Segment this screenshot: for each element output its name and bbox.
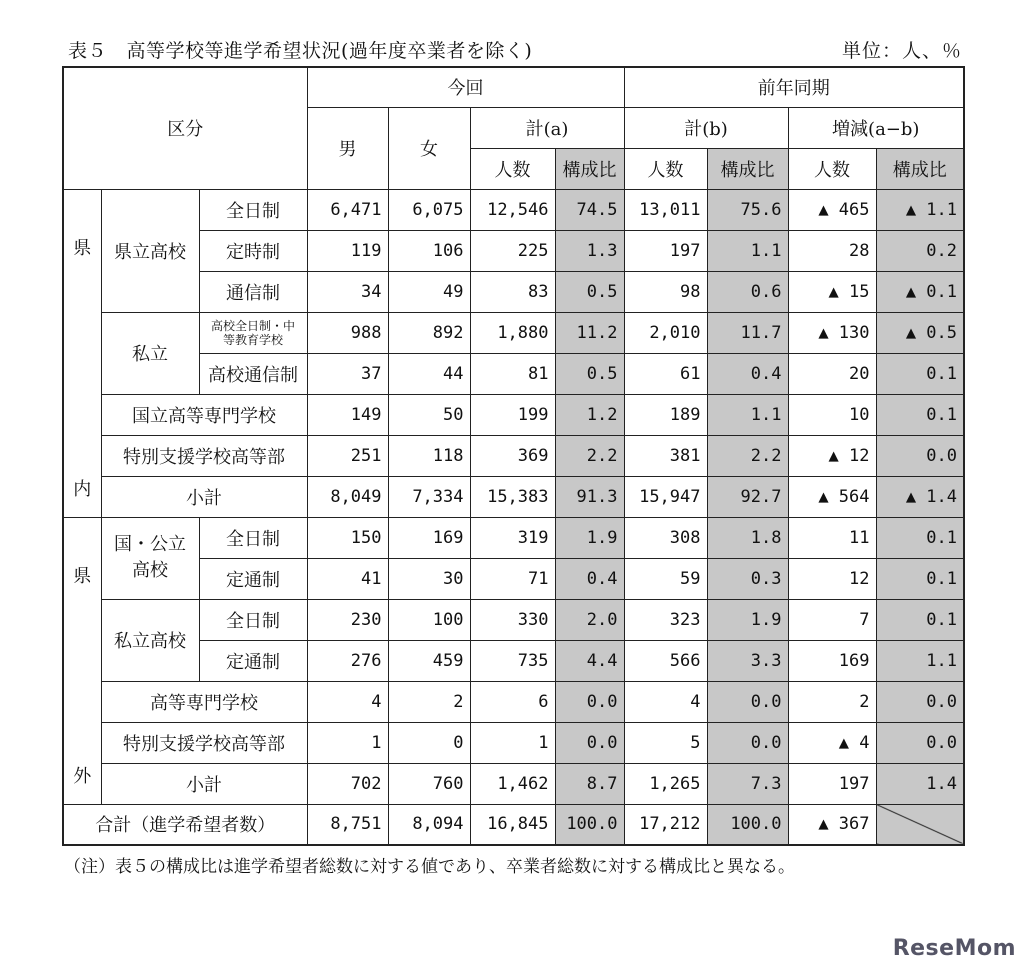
total-b-kouseihi-cell: 11.7 (707, 312, 788, 353)
total-b-kouseihi-cell: 1.9 (707, 599, 788, 640)
change-kouseihi-cell: 1.4 (876, 763, 964, 804)
table-row (63, 804, 964, 845)
total-b-ninzu-cell: 308 (624, 517, 707, 558)
total-b-ninzu-cell: 15,947 (624, 476, 707, 517)
total-a-kouseihi-cell: 1.3 (555, 230, 624, 271)
total-b-kouseihi-cell: 1.1 (707, 230, 788, 271)
change-kouseihi-cell: 1.1 (876, 640, 964, 681)
total-b-kouseihi-cell: 0.0 (707, 722, 788, 763)
total-b-kouseihi-cell: 7.3 (707, 763, 788, 804)
table-row (63, 394, 964, 435)
group-shiritsu: 私立 (101, 312, 199, 394)
total-b-ninzu-cell: 323 (624, 599, 707, 640)
total-b-ninzu-cell: 197 (624, 230, 707, 271)
total-b-kouseihi-cell: 92.7 (707, 476, 788, 517)
group-kokukouritsu: 国・公立高校 (101, 517, 199, 599)
row-label: 全日制 (199, 189, 307, 230)
total-a-ninzu-cell: 225 (470, 230, 555, 271)
table-row (63, 517, 964, 558)
total-a-kouseihi-cell: 4.4 (555, 640, 624, 681)
table-row (63, 599, 964, 640)
female-cell: 100 (388, 599, 470, 640)
total-b-ninzu-cell: 17,212 (624, 804, 707, 845)
change-kouseihi-cell: ▲ 0.5 (876, 312, 964, 353)
total-a-ninzu-cell: 16,845 (470, 804, 555, 845)
header-kubun: 区分 (63, 67, 307, 189)
row-label: 高校全日制・中等教育学校 (199, 312, 307, 353)
row-label: 定時制 (199, 230, 307, 271)
change-ninzu-cell: 12 (788, 558, 876, 599)
male-cell: 41 (307, 558, 388, 599)
row-label: 合計（進学希望者数） (63, 804, 307, 845)
header-ninzu-a: 人数 (470, 148, 555, 189)
female-cell: 892 (388, 312, 470, 353)
table-row (63, 763, 964, 804)
change-ninzu-cell: 28 (788, 230, 876, 271)
total-b-ninzu-cell: 566 (624, 640, 707, 681)
female-cell: 50 (388, 394, 470, 435)
row-label: 特別支援学校高等部 (101, 722, 307, 763)
header-ninzu-d: 人数 (788, 148, 876, 189)
total-a-ninzu-cell: 83 (470, 271, 555, 312)
change-ninzu-cell: ▲ 564 (788, 476, 876, 517)
female-cell: 169 (388, 517, 470, 558)
female-cell: 2 (388, 681, 470, 722)
change-ninzu-cell: ▲ 130 (788, 312, 876, 353)
change-kouseihi-cell: 0.1 (876, 517, 964, 558)
row-label: 定通制 (199, 640, 307, 681)
footnote: （注）表５の構成比は進学希望者総数に対する値であり、卒業者総数に対する構成比と異なる。 (64, 857, 795, 877)
total-a-kouseihi-cell: 2.2 (555, 435, 624, 476)
change-kouseihi-cell: ▲ 1.1 (876, 189, 964, 230)
total-a-ninzu-cell: 369 (470, 435, 555, 476)
female-cell: 6,075 (388, 189, 470, 230)
male-cell: 4 (307, 681, 388, 722)
change-ninzu-cell: 11 (788, 517, 876, 558)
group-kenritsu: 県立高校 (101, 189, 199, 312)
total-a-kouseihi-cell: 0.4 (555, 558, 624, 599)
row-label: 国立高等専門学校 (101, 394, 307, 435)
enrollment-table (62, 66, 965, 846)
male-cell: 1 (307, 722, 388, 763)
change-ninzu-cell: 7 (788, 599, 876, 640)
total-a-ninzu-cell: 12,546 (470, 189, 555, 230)
total-a-kouseihi-cell: 0.5 (555, 353, 624, 394)
change-ninzu-cell: ▲ 367 (788, 804, 876, 845)
kennai-label-top: 県 (63, 189, 101, 353)
total-a-ninzu-cell: 6 (470, 681, 555, 722)
female-cell: 30 (388, 558, 470, 599)
total-b-kouseihi-cell: 1.8 (707, 517, 788, 558)
change-ninzu-cell: ▲ 465 (788, 189, 876, 230)
table-row (63, 640, 964, 681)
female-cell: 49 (388, 271, 470, 312)
total-a-kouseihi-cell: 11.2 (555, 312, 624, 353)
total-b-ninzu-cell: 2,010 (624, 312, 707, 353)
change-kouseihi-cell: 0.0 (876, 722, 964, 763)
change-kouseihi-cell: 0.1 (876, 394, 964, 435)
header-kouseihi-d: 構成比 (876, 148, 964, 189)
change-ninzu-cell: ▲ 15 (788, 271, 876, 312)
female-cell: 7,334 (388, 476, 470, 517)
table-row (63, 435, 964, 476)
total-a-ninzu-cell: 81 (470, 353, 555, 394)
male-cell: 149 (307, 394, 388, 435)
kengai-label-bottom: 外 (63, 681, 101, 804)
row-label: 定通制 (199, 558, 307, 599)
total-a-ninzu-cell: 735 (470, 640, 555, 681)
male-cell: 119 (307, 230, 388, 271)
total-a-kouseihi-cell: 1.9 (555, 517, 624, 558)
total-b-kouseihi-cell: 3.3 (707, 640, 788, 681)
total-a-kouseihi-cell: 0.0 (555, 681, 624, 722)
total-b-kouseihi-cell: 2.2 (707, 435, 788, 476)
total-a-kouseihi-cell: 1.2 (555, 394, 624, 435)
table-row (63, 558, 964, 599)
female-cell: 106 (388, 230, 470, 271)
total-b-ninzu-cell: 61 (624, 353, 707, 394)
total-a-ninzu-cell: 199 (470, 394, 555, 435)
total-a-ninzu-cell: 1 (470, 722, 555, 763)
header-change: 増減(a−b) (788, 107, 964, 148)
header-ninzu-b: 人数 (624, 148, 707, 189)
header-zennen: 前年同期 (624, 67, 964, 107)
male-cell: 8,751 (307, 804, 388, 845)
total-b-kouseihi-cell: 1.1 (707, 394, 788, 435)
male-cell: 230 (307, 599, 388, 640)
change-kouseihi-cell: 0.0 (876, 681, 964, 722)
table-row (63, 230, 964, 271)
header-konkai: 今回 (307, 67, 624, 107)
male-cell: 37 (307, 353, 388, 394)
group-shiritsu-koukou: 私立高校 (101, 599, 199, 681)
change-kouseihi-cell: 0.1 (876, 599, 964, 640)
male-cell: 34 (307, 271, 388, 312)
change-kouseihi-cell: ▲ 1.4 (876, 476, 964, 517)
header-total-b: 計(b) (624, 107, 788, 148)
kennai-label-bottom: 内 (63, 353, 101, 517)
female-cell: 8,094 (388, 804, 470, 845)
change-ninzu-cell: 20 (788, 353, 876, 394)
total-b-ninzu-cell: 4 (624, 681, 707, 722)
total-b-ninzu-cell: 13,011 (624, 189, 707, 230)
row-label: 高校通信制 (199, 353, 307, 394)
table-row (63, 476, 964, 517)
total-b-ninzu-cell: 1,265 (624, 763, 707, 804)
row-label: 高等専門学校 (101, 681, 307, 722)
row-label: 全日制 (199, 517, 307, 558)
change-kouseihi-cell: 0.1 (876, 558, 964, 599)
female-cell: 760 (388, 763, 470, 804)
change-kouseihi-cell: 0.0 (876, 435, 964, 476)
total-a-ninzu-cell: 71 (470, 558, 555, 599)
total-a-ninzu-cell: 330 (470, 599, 555, 640)
total-b-ninzu-cell: 189 (624, 394, 707, 435)
total-a-ninzu-cell: 1,462 (470, 763, 555, 804)
male-cell: 988 (307, 312, 388, 353)
total-a-kouseihi-cell: 91.3 (555, 476, 624, 517)
total-b-kouseihi-cell: 100.0 (707, 804, 788, 845)
kengai-label-top: 県 (63, 517, 101, 681)
total-b-kouseihi-cell: 0.4 (707, 353, 788, 394)
total-a-kouseihi-cell: 0.0 (555, 722, 624, 763)
total-b-ninzu-cell: 59 (624, 558, 707, 599)
change-kouseihi-cell: 0.2 (876, 230, 964, 271)
change-ninzu-cell: 197 (788, 763, 876, 804)
table-row (63, 312, 964, 353)
table-title: 表５ 高等学校等進学希望状況(過年度卒業者を除く) (68, 40, 533, 62)
header-kouseihi-b: 構成比 (707, 148, 788, 189)
male-cell: 276 (307, 640, 388, 681)
total-b-kouseihi-cell: 0.6 (707, 271, 788, 312)
unit-label: 単位：人、％ (841, 40, 962, 62)
total-b-kouseihi-cell: 0.0 (707, 681, 788, 722)
female-cell: 118 (388, 435, 470, 476)
change-kouseihi-cell: 0.1 (876, 353, 964, 394)
change-kouseihi-cell (876, 804, 964, 845)
total-b-ninzu-cell: 381 (624, 435, 707, 476)
table-row (63, 722, 964, 763)
male-cell: 150 (307, 517, 388, 558)
total-b-ninzu-cell: 5 (624, 722, 707, 763)
female-cell: 459 (388, 640, 470, 681)
header-female: 女 (388, 107, 470, 189)
change-ninzu-cell: 2 (788, 681, 876, 722)
table-row (63, 681, 964, 722)
male-cell: 6,471 (307, 189, 388, 230)
header-male: 男 (307, 107, 388, 189)
table-row (63, 353, 964, 394)
row-label: 小計 (101, 476, 307, 517)
table-row (63, 271, 964, 312)
change-ninzu-cell: 169 (788, 640, 876, 681)
change-ninzu-cell: 10 (788, 394, 876, 435)
table-row (63, 189, 964, 230)
total-a-kouseihi-cell: 74.5 (555, 189, 624, 230)
row-label: 小計 (101, 763, 307, 804)
total-a-kouseihi-cell: 2.0 (555, 599, 624, 640)
total-b-ninzu-cell: 98 (624, 271, 707, 312)
header-total-a: 計(a) (470, 107, 624, 148)
male-cell: 251 (307, 435, 388, 476)
total-a-ninzu-cell: 1,880 (470, 312, 555, 353)
header-kouseihi-a: 構成比 (555, 148, 624, 189)
total-a-kouseihi-cell: 100.0 (555, 804, 624, 845)
female-cell: 44 (388, 353, 470, 394)
total-a-ninzu-cell: 319 (470, 517, 555, 558)
total-b-kouseihi-cell: 75.6 (707, 189, 788, 230)
watermark-logo: ReseMom (892, 936, 1016, 961)
change-kouseihi-cell: ▲ 0.1 (876, 271, 964, 312)
change-ninzu-cell: ▲ 4 (788, 722, 876, 763)
row-label: 全日制 (199, 599, 307, 640)
total-a-ninzu-cell: 15,383 (470, 476, 555, 517)
total-a-kouseihi-cell: 0.5 (555, 271, 624, 312)
total-a-kouseihi-cell: 8.7 (555, 763, 624, 804)
row-label: 通信制 (199, 271, 307, 312)
change-ninzu-cell: ▲ 12 (788, 435, 876, 476)
row-label: 特別支援学校高等部 (101, 435, 307, 476)
total-b-kouseihi-cell: 0.3 (707, 558, 788, 599)
male-cell: 702 (307, 763, 388, 804)
female-cell: 0 (388, 722, 470, 763)
male-cell: 8,049 (307, 476, 388, 517)
